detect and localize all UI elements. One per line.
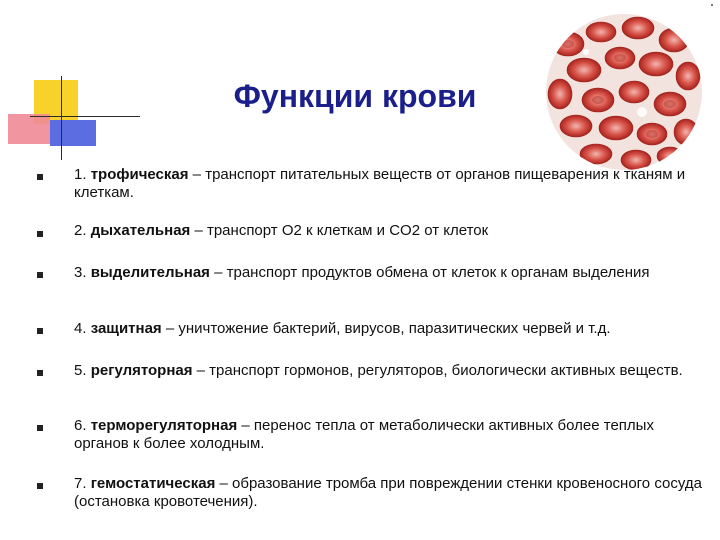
item-number: 6. bbox=[74, 417, 87, 434]
list-bullet bbox=[37, 425, 43, 431]
list-bullet bbox=[37, 483, 43, 489]
list-bullet bbox=[37, 174, 43, 180]
item-description: – транспорт гормонов, регуляторов, биологически активных веществ. bbox=[192, 362, 683, 379]
item-description: – транспорт питательных веществ от органов пищеварения к тканям и клеткам. bbox=[74, 166, 686, 201]
item-number: 4. bbox=[74, 320, 87, 337]
item-term: дыхательная bbox=[90, 222, 191, 239]
item-description: – перенос тепла от метаболически активных более теплых органов к более холодным. bbox=[74, 417, 654, 452]
slide-title: Функции крови bbox=[233, 78, 477, 114]
list-item bbox=[74, 320, 704, 338]
item-term: гемостатическая bbox=[90, 475, 216, 492]
item-description: – транспорт O2 к клеткам и CO2 от клеток bbox=[190, 222, 489, 239]
list-item bbox=[74, 362, 704, 380]
item-number: 5. bbox=[74, 362, 87, 379]
item-number: 1. bbox=[74, 166, 87, 183]
list-item bbox=[74, 222, 704, 240]
item-term: защитная bbox=[90, 320, 162, 337]
item-description: – уничтожение бактерий, вирусов, паразитических червей и т.д. bbox=[161, 320, 611, 337]
item-description: – образование тромба при повреждении стенки кровеносного сосуда (остановка кровотечения). bbox=[74, 475, 702, 510]
item-term: регуляторная bbox=[90, 362, 193, 379]
list-bullet bbox=[37, 272, 43, 278]
item-term: трофическая bbox=[90, 166, 189, 183]
item-term: выделительная bbox=[90, 264, 210, 281]
item-description: – транспорт продуктов обмена от клеток к органам выделения bbox=[209, 264, 650, 281]
item-number: 3. bbox=[74, 264, 87, 281]
list-item bbox=[74, 166, 704, 202]
list-bullet bbox=[37, 231, 43, 237]
list-bullet bbox=[37, 328, 43, 334]
item-number: 7. bbox=[74, 475, 87, 492]
list-item bbox=[74, 475, 704, 511]
item-number: 2. bbox=[74, 222, 87, 239]
list-bullet bbox=[37, 370, 43, 376]
list-item bbox=[74, 264, 704, 282]
item-term: терморегуляторная bbox=[90, 417, 238, 434]
list-item bbox=[74, 417, 704, 453]
